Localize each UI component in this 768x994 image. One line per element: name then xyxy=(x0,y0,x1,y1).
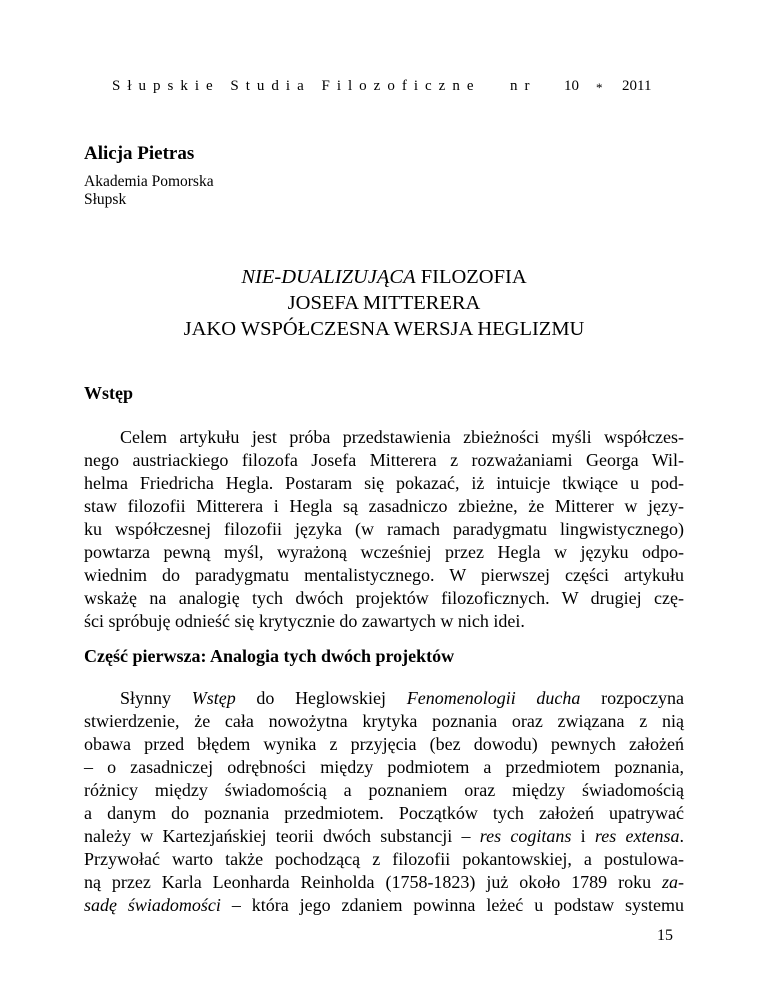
italic-term: sadę świadomości xyxy=(84,895,221,915)
section-heading-intro: Wstęp xyxy=(84,383,133,403)
text-line: powtarza pewną myśl, wyrażoną wcześniej przez Hegla w języku odpo- xyxy=(84,542,684,562)
italic-term: za- xyxy=(662,872,684,892)
title-italic: NIE-DUALIZUJĄCA xyxy=(241,266,416,288)
issue-year: 2011 xyxy=(622,78,652,94)
text-run: i xyxy=(571,826,595,846)
text-run: Słynny xyxy=(120,688,192,708)
text-line: różnicy między świadomością a poznaniem oraz między świadomością xyxy=(84,780,684,800)
text-line: wskażę na analogię tych dwóch projektów filozoficznych. W drugiej czę- xyxy=(84,588,684,608)
author-affiliation xyxy=(84,173,214,209)
journal-name: Słupskie Studia Filozoficzne xyxy=(112,78,481,94)
intro-paragraph xyxy=(84,426,684,633)
text-line: stwierdzenie, że cała nowożytna krytyka poznania oraz związana z nią xyxy=(84,711,684,731)
text-line: obawa przed błędem wynika z przyjęcia (bez dowodu) pewnych założeń xyxy=(84,734,684,754)
issue-number: 10 xyxy=(564,78,579,94)
affiliation-institution: Akademia Pomorska xyxy=(84,173,214,190)
text-run: rozpoczyna xyxy=(580,688,685,708)
text-line: Przywołać warto także pochodzącą z filozofii pokantowskiej, a postulowa- xyxy=(84,849,684,869)
article-title xyxy=(84,264,684,342)
text-line xyxy=(84,687,684,710)
text-line: Celem artykułu jest próba przedstawienia zbieżności myśli współczes- xyxy=(120,427,684,447)
text-run: należy w Kartezjańskiej teorii dwóch substancji – xyxy=(84,826,480,846)
text-line xyxy=(84,825,684,848)
section-heading-part1: Część pierwsza: Analogia tych dwóch projektów xyxy=(84,646,455,666)
separator-star: * xyxy=(596,80,603,95)
text-line: staw filozofii Mitterera i Hegla są zasadniczo zbieżne, że Mitterer w języ- xyxy=(84,496,684,516)
italic-term: Fenomenologii ducha xyxy=(406,688,581,708)
title-line-2: JOSEFA MITTERERA xyxy=(287,292,481,314)
author-name: Alicja Pietras xyxy=(84,143,195,164)
title-line-3: JAKO WSPÓŁCZESNA WERSJA HEGLIZMU xyxy=(183,318,585,340)
text-line: – o zasadniczej odrębności między podmiotem a przedmiotem poznania, xyxy=(84,757,684,777)
running-header xyxy=(112,78,652,95)
title-line-1-rest: FILOZOFIA xyxy=(415,266,527,288)
text-line: ści spróbuję odnieść się krytycznie do zawartych w nich idei. xyxy=(84,611,525,631)
affiliation-city: Słupsk xyxy=(84,191,127,208)
text-line: ku współczesnej filozofii języka (w ramach paradygmatu lingwistycznego) xyxy=(84,519,684,539)
text-run: . xyxy=(679,826,684,846)
italic-term: res extensa xyxy=(594,826,680,846)
part1-paragraph xyxy=(84,687,684,917)
text-line xyxy=(84,894,684,917)
issue-label: nr xyxy=(510,78,537,94)
text-line: nego austriackiego filozofa Josefa Mitterera z rozważaniami Georga Wil- xyxy=(84,450,684,470)
text-run: – która jego zdaniem powinna leżeć u podstaw systemu xyxy=(220,895,685,915)
text-run: do Heglowskiej xyxy=(235,688,407,708)
page-number: 15 xyxy=(657,927,673,944)
italic-term: Wstęp xyxy=(191,688,236,708)
text-line: helma Friedricha Hegla. Postaram się pokazać, iż intuicje tkwiące u pod- xyxy=(84,473,684,493)
title-line-1 xyxy=(84,264,684,290)
text-run: ną przez Karla Leonharda Reinholda (1758-1823) już około 1789 roku xyxy=(84,872,662,892)
text-line xyxy=(84,871,684,894)
italic-term: res cogitans xyxy=(479,826,572,846)
text-line: a danym do poznania przedmiotem. Początków tych założeń upatrywać xyxy=(84,803,684,823)
text-line: wiednim do paradygmatu mentalistycznego. W pierwszej części artykułu xyxy=(84,565,684,585)
